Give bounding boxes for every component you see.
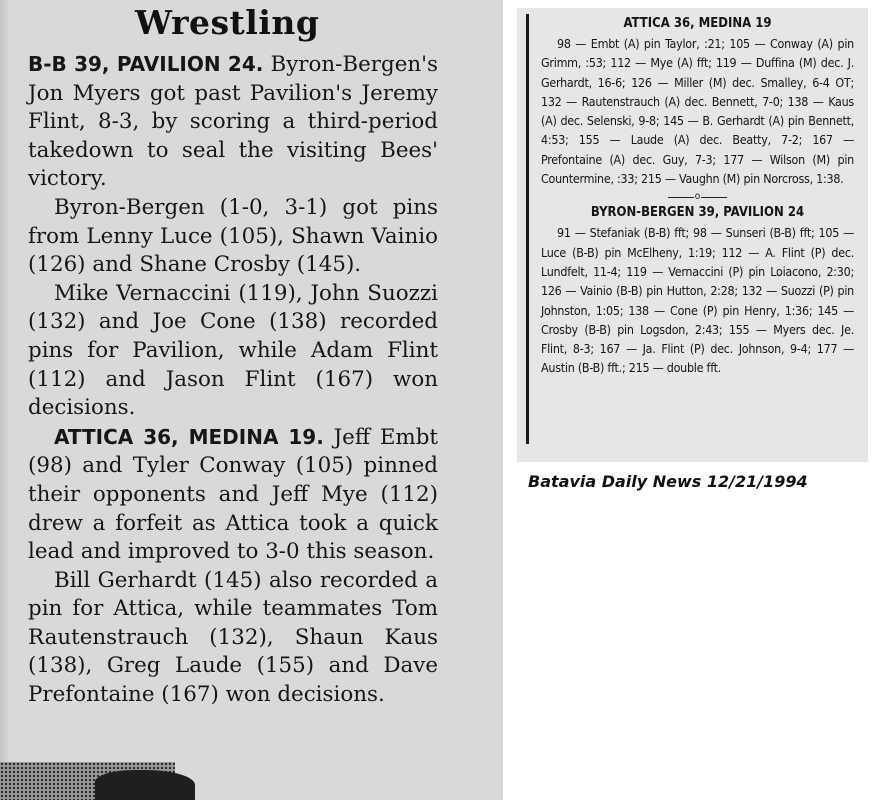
article-paragraph-2 — [28, 194, 438, 280]
article-paragraph-1 — [28, 50, 438, 194]
paragraph-text: Bill Gerhardt (145) also recorded a pin for Attica, while teammates Tom Rautenstrauch (132), Shaun Kaus (138), Greg Laude (155) and Dave Prefontaine (167) won decisions. — [28, 567, 438, 708]
paragraph-text: Jeff Embt (98) and Tyler Conway (105) pinned their opponents and Jeff Mye (112) drew a forfeit as Attica took a quick lead and improved to 3-0 this season. — [28, 424, 439, 565]
results-heading-attica-medina: ATTICA 36, MEDINA 19 — [623, 16, 772, 31]
article-paragraph-4 — [28, 423, 438, 567]
clipping-edge-shadow — [0, 0, 10, 800]
paragraph-text: Byron-Bergen's Jon Myers got past Pavilion's Jeremy Flint, 8-3, by scoring a third-period takedown to seal the visiting Bees' victory. — [28, 52, 438, 192]
article-headline: Wrestling — [135, 3, 320, 42]
article-paragraph-3 — [28, 280, 438, 423]
section-divider — [541, 191, 854, 203]
photo-dark-region — [95, 770, 195, 800]
match-lead-attica-medina: ATTICA 36, MEDINA 19. — [54, 424, 324, 449]
results-bb-pavilion: 91 — Stefaniak (B-B) fft; 98 — Sunseri (B-B) fft; 105 — Luce (B-B) pin McElheny, 1:19; 112 — A. Flint (P) dec. Lundfelt, 11-4; 119 — Vernaccini (P) pin Loiacono, 2:30; 126 — Vainio (B-B) pin Hutton, 2:28; 132 — Suozzi (P) pin Johnston, 1:05; 138 — Cone (P) pin Henry, 1:36; 145 — Crosby (B-B) pin Logsdon, 2:43; 155 — Myers dec. Je. Flint, 8-3; 167 — Ja. Flint (P) dec. Johnson, 9-4; 177 — Austin (B-B) fft.; 215 — double fft. — [541, 225, 854, 376]
article-paragraph-5 — [28, 567, 438, 710]
right-newspaper-clipping — [517, 8, 868, 462]
source-caption: Batavia Daily News 12/21/1994 — [528, 472, 808, 491]
divider-glyph: o — [694, 191, 701, 203]
paragraph-text: Byron-Bergen (1-0, 3-1) got pins from Lenny Luce (105), Shawn Vainio (126) and Shane Crosby (145). — [28, 194, 438, 278]
paragraph-text: Mike Vernaccini (119), John Suozzi (132) and Joe Cone (138) recorded pins for Pavilion, while Adam Flint (112) and Jason Flint (167) won decisions. — [28, 280, 438, 421]
match-lead-bb-pavilion: B-B 39, PAVILION 24. — [28, 52, 264, 76]
results-heading-bb-pavilion: BYRON-BERGEN 39, PAVILION 24 — [590, 205, 805, 221]
divider-line-left — [668, 197, 694, 198]
divider-line-right — [701, 197, 727, 198]
column-rule — [526, 14, 529, 444]
results-attica-medina: 98 — Embt (A) pin Taylor, :21; 105 — Conway (A) pin Grimm, :53; 112 — Mye (A) fft; 119 — Duffina (M) dec. J. Gerhardt, 16-6; 126 — Miller (M) dec. Smalley, 6-4 OT; 132 — Rautenstrauch (A) dec. Bennett, 7-0; 138 — Kaus (A) dec. Selenski, 9-8; 145 — B. Gerhardt (A) pin Bennett, 4:53; 155 — Laude (A) dec. Beatty, 7-2; 167 — Prefontaine (A) dec. Guy, 7-3; 177 — Wilson (M) pin Countermine, :33; 215 — Vaughn (M) pin Norcross, 1:38. — [541, 36, 854, 187]
